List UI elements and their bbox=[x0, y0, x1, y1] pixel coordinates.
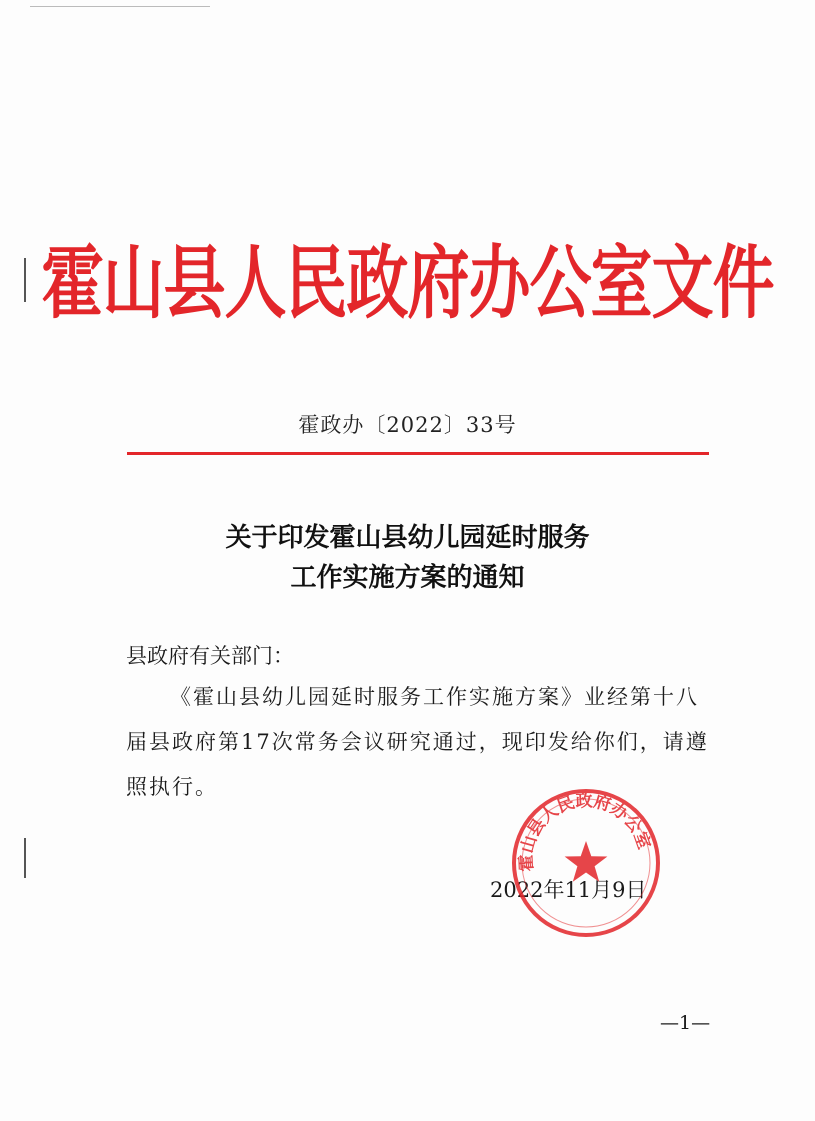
document-number: 霍政办〔2022〕33号 bbox=[298, 413, 517, 437]
body-paragraph: 《霍山县幼儿园延时服务工作实施方案》业经第十八届县政府第17次常务会议研究通过，现印发给你们，请遵照执行。 bbox=[126, 685, 709, 799]
notice-title-line-2: 工作实施方案的通知 bbox=[290, 563, 525, 593]
official-seal bbox=[506, 783, 666, 943]
scan-edge-line bbox=[30, 6, 210, 7]
binding-mark bbox=[24, 838, 26, 878]
notice-title bbox=[0, 518, 815, 598]
seal-text: 霍山县人民政府办公室 bbox=[516, 791, 654, 872]
addressee: 县政府有关部门： bbox=[126, 644, 294, 668]
seal-star-icon bbox=[565, 841, 608, 882]
masthead-title: 霍山县人民政府办公室文件 bbox=[41, 236, 774, 330]
page-number: —1— bbox=[660, 1012, 711, 1034]
issue-date: 2022年11月9日 bbox=[490, 878, 647, 902]
red-separator-line bbox=[127, 452, 709, 455]
notice-title-line-1: 关于印发霍山县幼儿园延时服务 bbox=[225, 523, 590, 553]
